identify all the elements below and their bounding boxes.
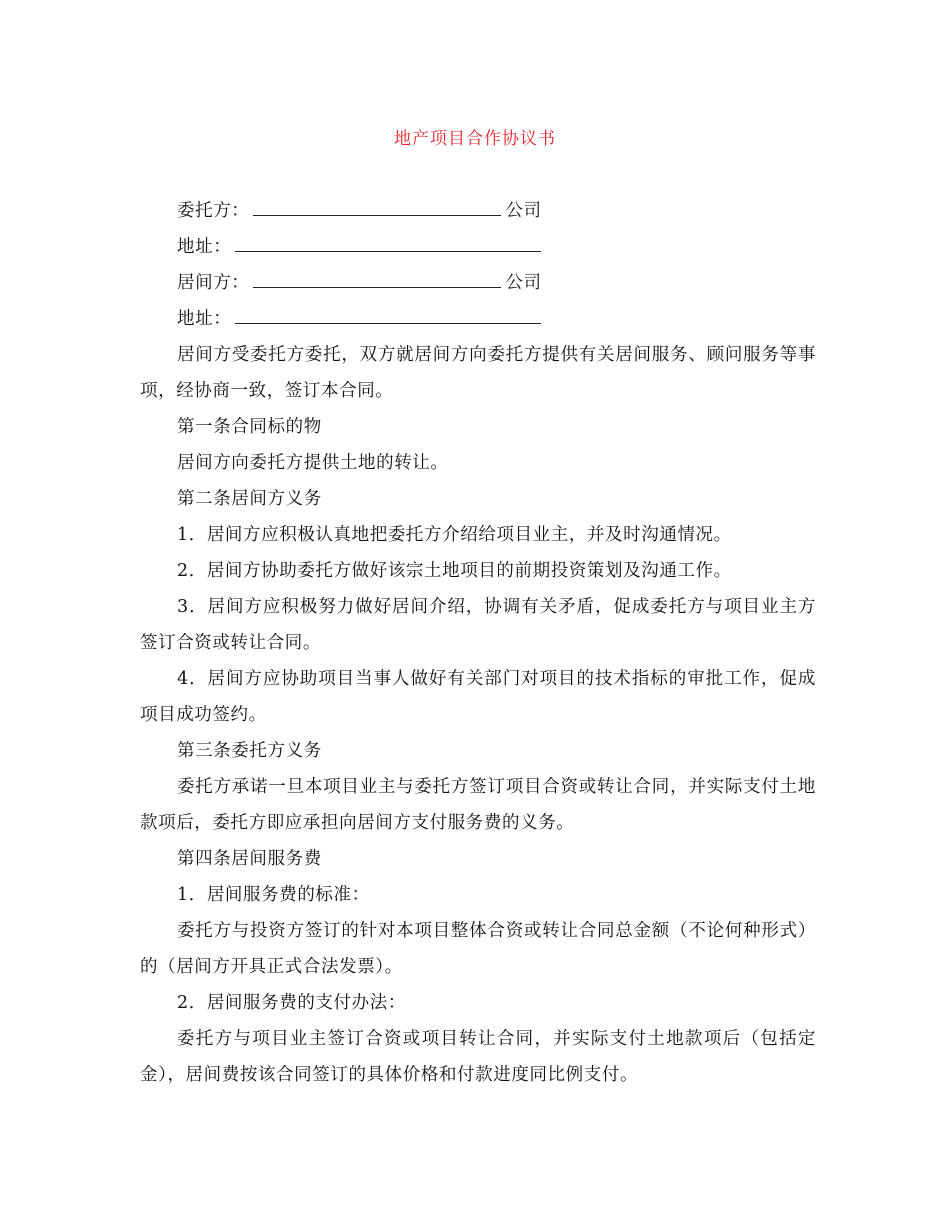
document-body [140, 193, 816, 1093]
field-suffix: 公司 [505, 273, 542, 293]
field-intermediary-address [140, 301, 816, 337]
section-heading: 第二条居间方义务 [177, 489, 322, 509]
blank-line [253, 267, 501, 288]
field-label: 委托方： [177, 201, 250, 221]
field-suffix: 公司 [505, 201, 542, 221]
field-label: 地址： [177, 237, 232, 257]
paragraph: 居间方向委托方提供土地的转让。 [177, 453, 449, 473]
list-item: 2．居间服务费的支付办法： [177, 993, 406, 1013]
paragraph: 委托方与投资方签订的针对本项目整体合资或转让合同总金额（不论何种形式）的（居间方开具正式合法发票）。 [140, 921, 816, 977]
paragraph: 居间方受委托方委托，双方就居间方向委托方提供有关居间服务、顾问服务等事项，经协商一致，签订本合同。 [140, 345, 816, 401]
paragraph: 委托方与项目业主签订合资或项目转让合同，并实际支付土地款项后（包括定金），居间费按该合同签订的具体价格和付款进度同比例支付。 [140, 1029, 816, 1085]
field-label: 地址： [177, 309, 232, 329]
section-heading: 第一条合同标的物 [177, 417, 322, 437]
field-intermediary [140, 265, 816, 301]
field-client-address [140, 229, 816, 265]
field-label: 居间方： [177, 273, 250, 293]
document-title: 地产项目合作协议书 [394, 129, 556, 149]
section-heading: 第三条委托方义务 [177, 741, 322, 761]
list-item: 2．居间方协助委托方做好该宗土地项目的前期投资策划及沟通工作。 [177, 561, 732, 581]
blank-line [235, 303, 541, 324]
list-item: 1．居间方应积极认真地把委托方介绍给项目业主，并及时沟通情况。 [177, 525, 732, 545]
blank-line [253, 195, 501, 216]
section-heading: 第四条居间服务费 [177, 849, 322, 869]
list-item: 4．居间方应协助项目当事人做好有关部门对项目的技术指标的审批工作，促成项目成功签约。 [140, 669, 816, 725]
blank-line [235, 231, 541, 252]
paragraph: 委托方承诺一旦本项目业主与委托方签订项目合资或转让合同，并实际支付土地款项后，委托方即应承担向居间方支付服务费的义务。 [140, 777, 816, 833]
field-client [140, 193, 816, 229]
list-item: 3．居间方应积极努力做好居间介绍，协调有关矛盾，促成委托方与项目业主方签订合资或转让合同。 [140, 597, 816, 653]
list-item: 1．居间服务费的标准： [177, 885, 370, 905]
